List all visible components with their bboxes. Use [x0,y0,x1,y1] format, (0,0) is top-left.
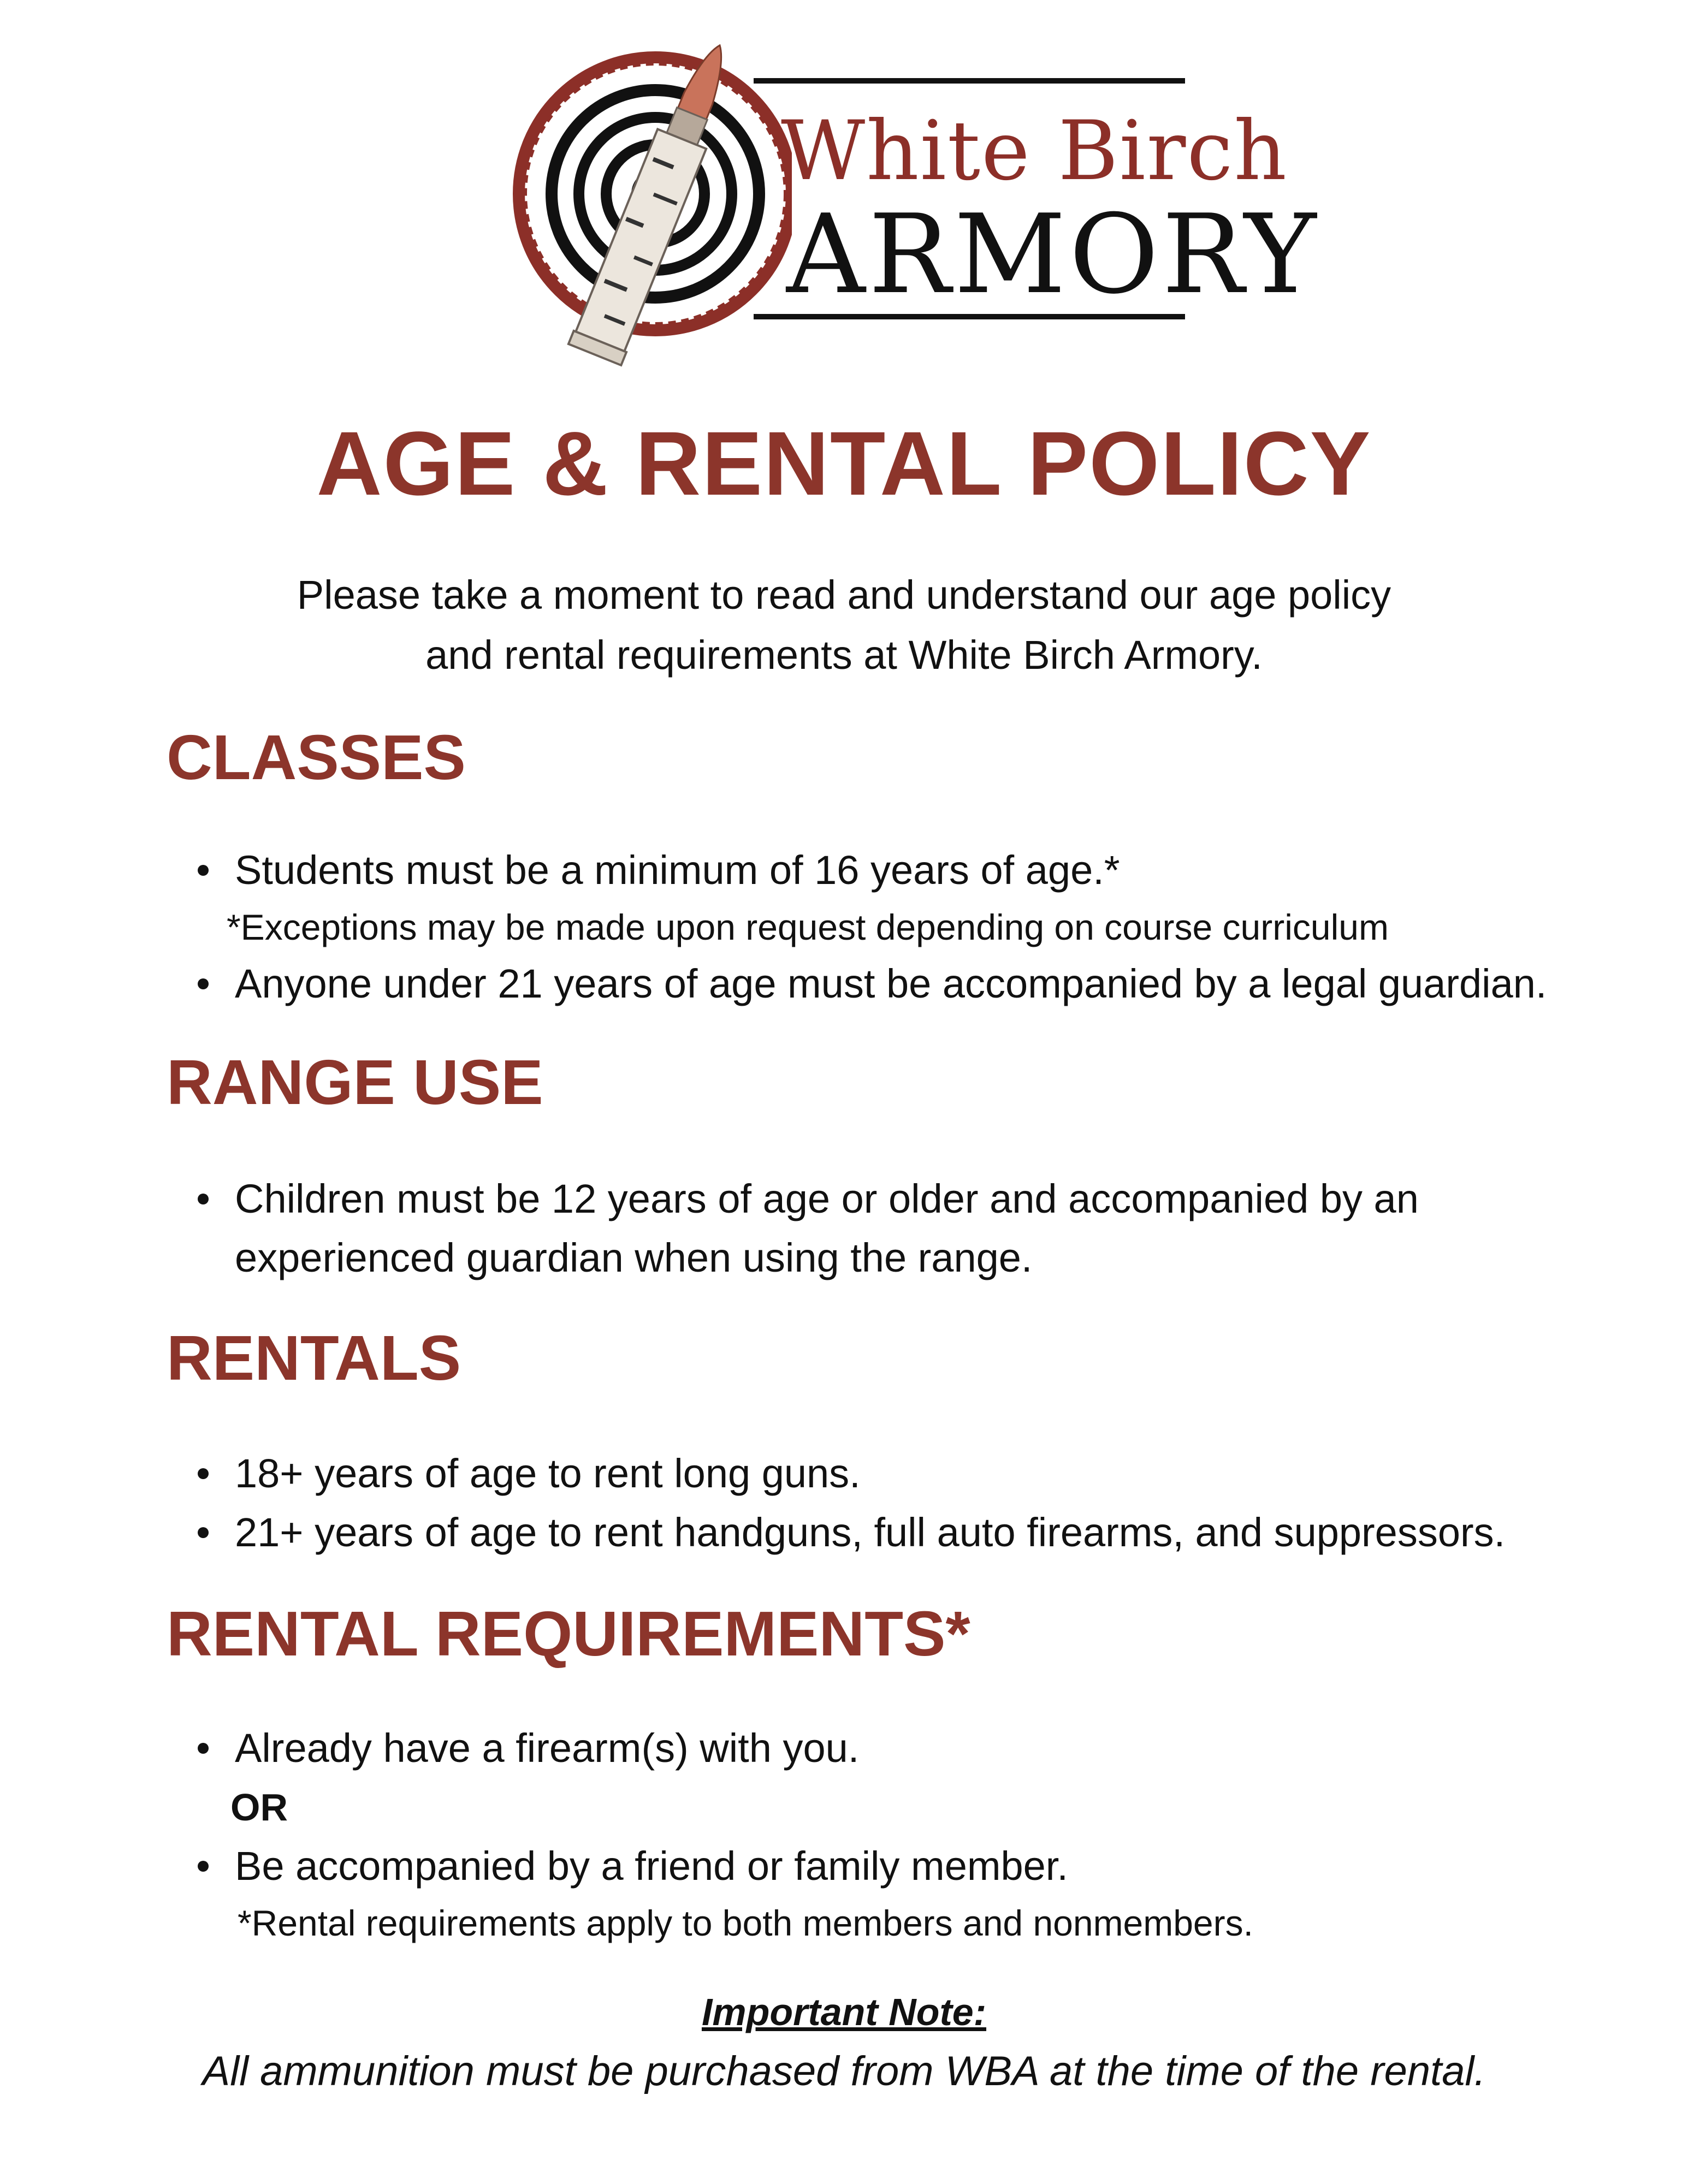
classes-list [0,841,1547,1013]
logo-text-armory: ARMORY [786,191,1320,318]
list-item [0,1837,1253,1896]
rental-requirements-heading: RENTAL REQUIREMENTS* [167,1598,970,1669]
list-item [0,841,1547,900]
intro-line-2: and rental requirements at White Birch Armory. [425,632,1263,678]
list-item [0,1503,1505,1562]
list-item [0,954,1547,1013]
rentals-item-2: 21+ years of age to rent handguns, full auto firearms, and suppressors. [235,1510,1506,1555]
bullet-icon [198,1861,209,1872]
logo-text-white-birch: White Birch [781,104,1288,199]
list-item [0,1444,1505,1503]
list-item [0,1170,1419,1228]
rental-requirements-item-1: Already have a firearm(s) with you. [235,1725,860,1771]
bullet-icon [198,978,209,989]
bullet-icon [198,1527,209,1538]
rental-requirements-item-2: Be accompanied by a friend or family member. [235,1843,1068,1889]
or-separator: OR [230,1786,288,1829]
classes-note: *Exceptions may be made upon request depending on course curriculum [227,907,1389,947]
classes-heading: CLASSES [167,722,466,793]
logo-top-rule [754,78,1185,84]
classes-item-1: Students must be a minimum of 16 years of age.* [235,847,1120,893]
rentals-list [0,1444,1505,1562]
intro-line-1: Please take a moment to read and understand our age policy [297,572,1391,618]
range-use-item-1-line-1: Children must be 12 years of age or older and accompanied by an [235,1176,1419,1221]
bullet-icon [198,1468,209,1479]
classes-item-2: Anyone under 21 years of age must be accompanied by a legal guardian. [235,961,1547,1006]
list-item-continuation [0,1228,1419,1287]
range-use-item-1-line-2: experienced guardian when using the range. [235,1235,1033,1280]
page-title: AGE & RENTAL POLICY [316,413,1372,514]
intro-paragraph [0,565,1688,685]
bullet-icon [198,1743,209,1754]
range-use-list [0,1170,1419,1287]
target-bullet-logo-icon [486,30,792,379]
list-item [0,1719,1253,1778]
rentals-item-1: 18+ years of age to rent long guns. [235,1451,861,1496]
important-note-text: All ammunition must be purchased from WBA at the time of the rental. [202,2048,1486,2094]
rentals-heading: RENTALS [167,1322,461,1393]
range-use-heading: RANGE USE [167,1047,543,1118]
bullet-icon [198,1194,209,1204]
important-note-label: Important Note: [701,1991,987,2033]
rental-requirements-note: *Rental requirements apply to both members and nonmembers. [238,1903,1253,1943]
rental-requirements-list [0,1719,1253,1950]
bullet-icon [198,865,209,876]
